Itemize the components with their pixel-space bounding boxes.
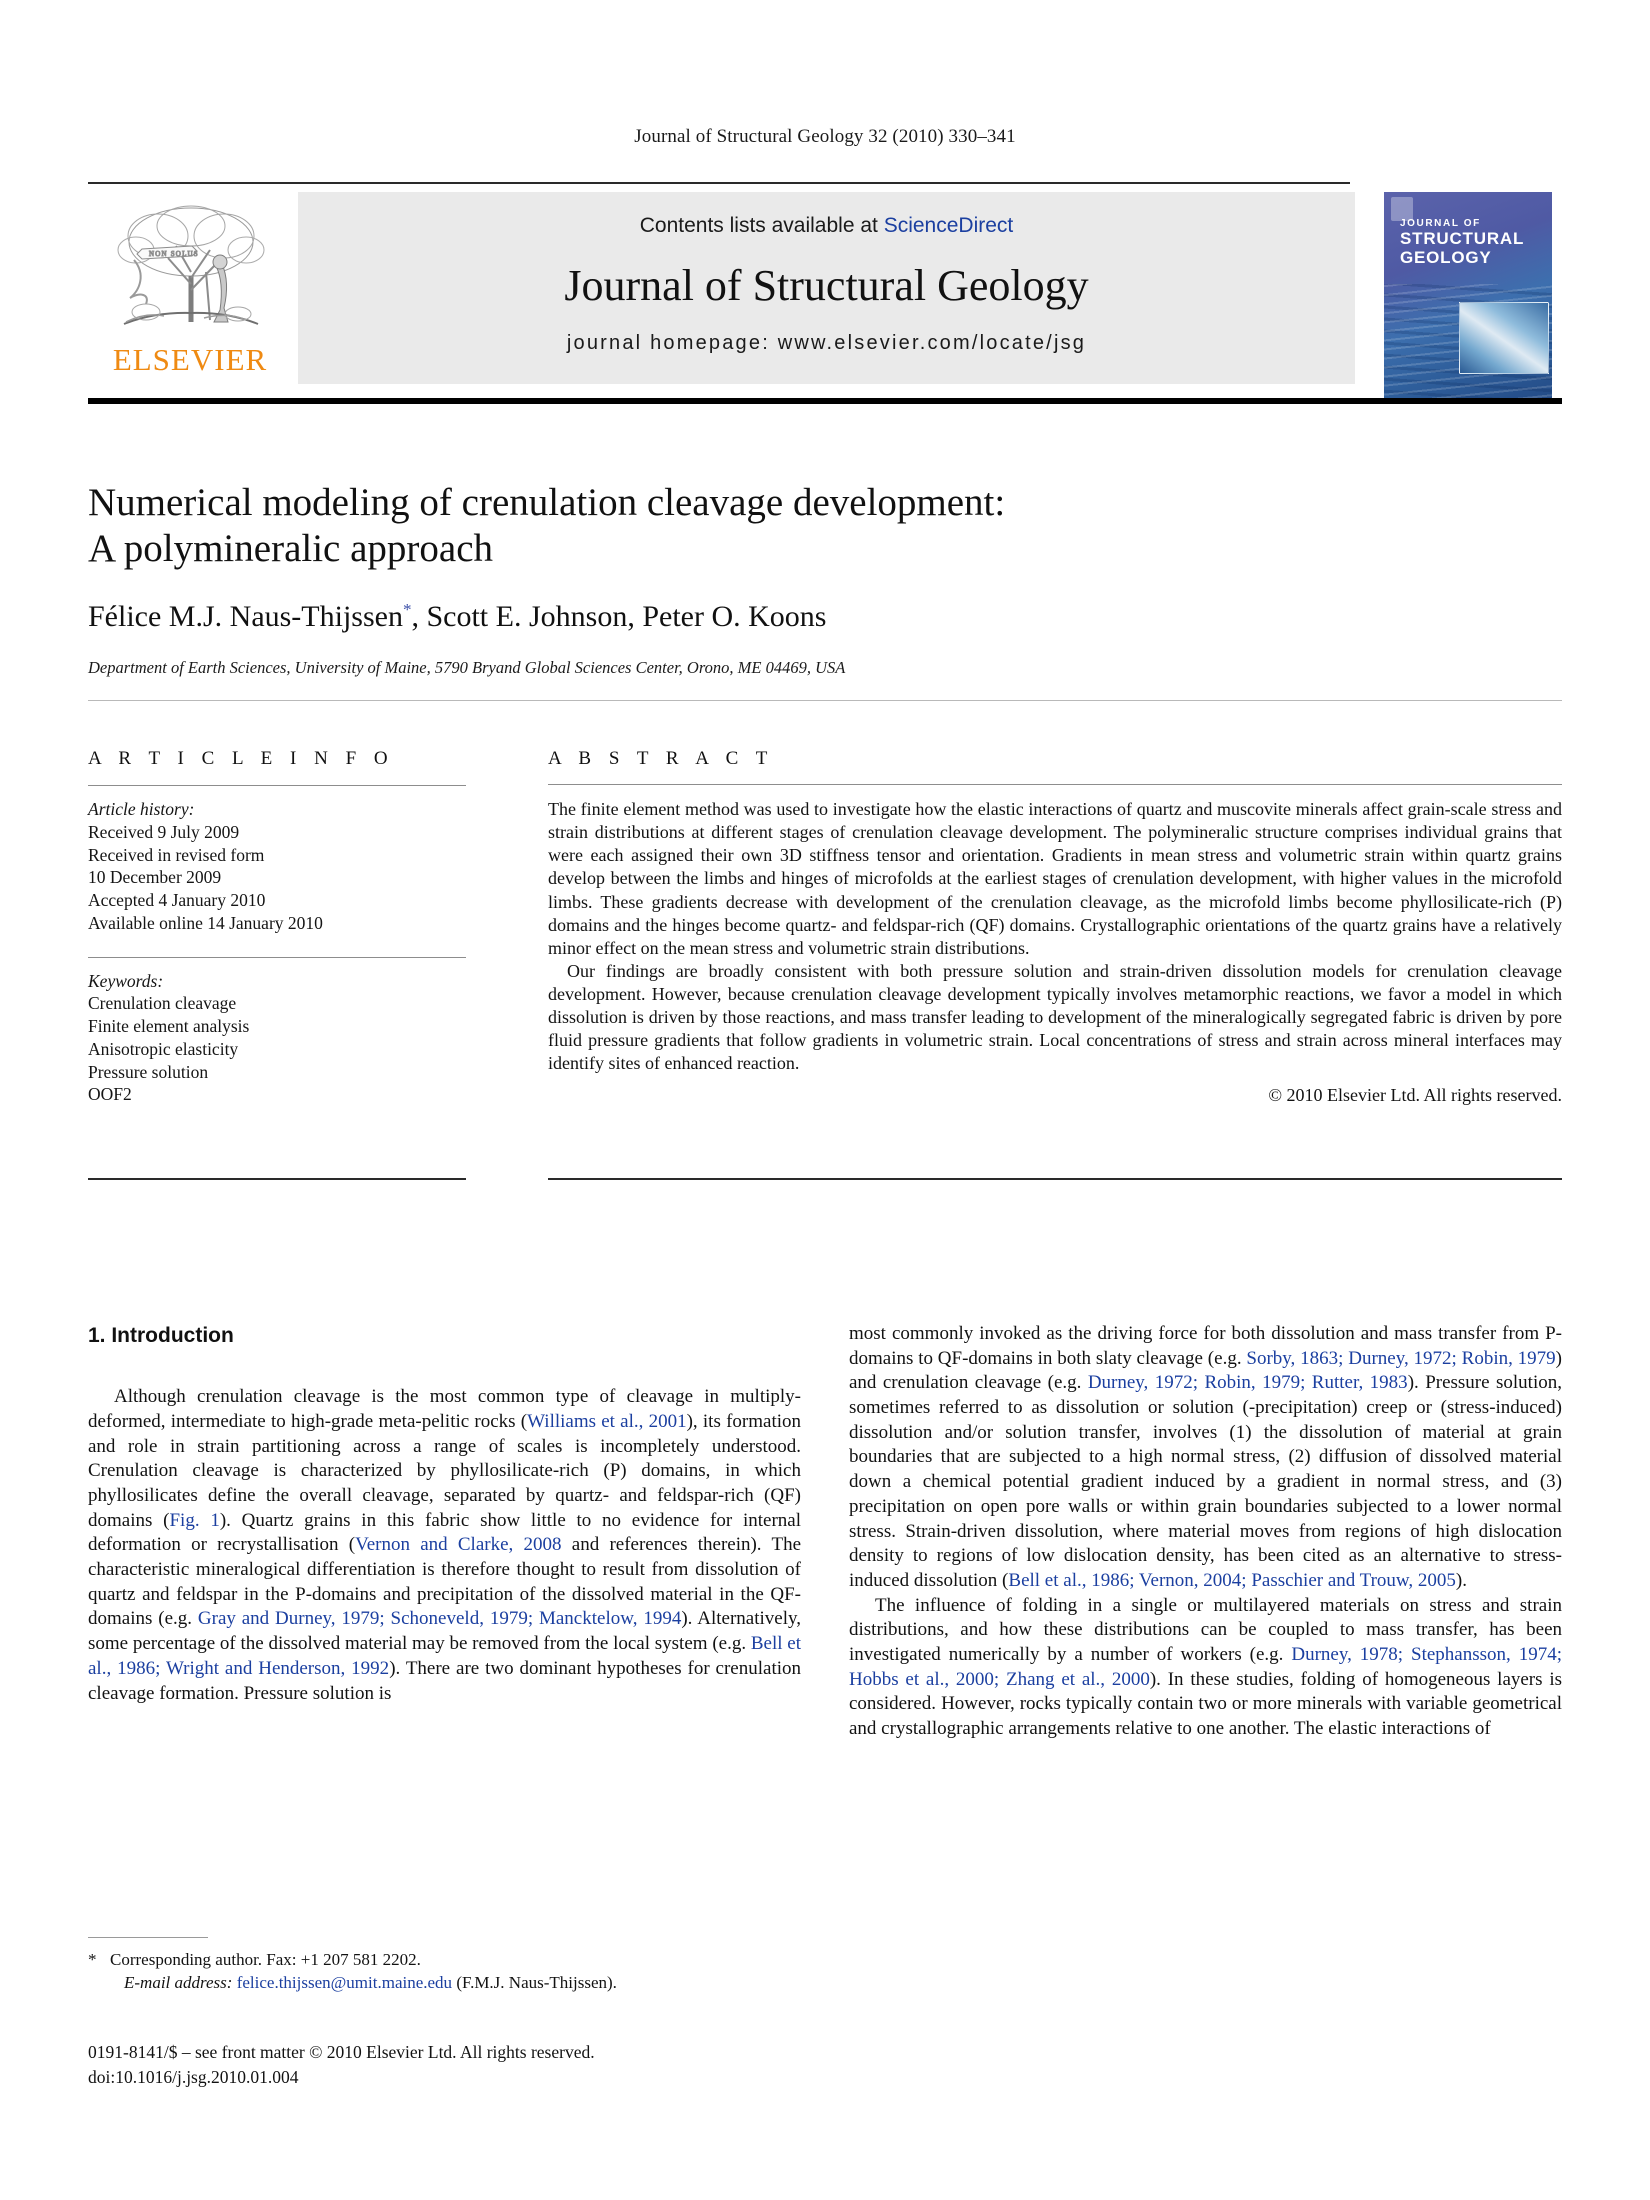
keywords-block: [88, 970, 466, 1107]
intro-right-text-b: ) and crenulation cleavage (e.g.: [849, 1347, 1562, 1394]
keyword-item: Finite element analysis: [88, 1016, 250, 1036]
intro-right-text-c: ). Pressure solution, sometimes referred to as dissolution or solution (-precipitation) creep or (stress-induced) dissolution and/or solution transfer, involves (1) the dissolution of material at grain boundaries that are subjected to a high normal stress, (2) diffusion of dissolved material down a chemical potential gradient induced by a gradient in normal stress, and (3) precipitation on open pore walls or within grain boundaries subjected to a lower normal stress. Strain-driven dissolution, where material moves from regions of high dislocation density to regions of low dislocation density, has been cited as an alternative to stress-induced dissolution (: [849, 1372, 1562, 1591]
citation-sorby-durney-robin[interactable]: Sorby, 1863; Durney, 1972; Robin, 1979: [1246, 1347, 1556, 1369]
intro-text-b: ), its formation and role in strain partitioning across a range of scales is incompletely understood. Crenulation cleavage is characterized by phyllosilicate-rich (P) domains, in which phyllosilicates define the overall cleavage, separated by quartz- and feldspar-rich (QF) domains (: [88, 1410, 802, 1531]
issn-front-matter: 0191-8141/$ – see front matter © 2010 Elsevier Ltd. All rights reserved.: [88, 2042, 595, 2062]
keywords-label: Keywords:: [88, 970, 164, 991]
svg-text:NON SOLUS: NON SOLUS: [149, 250, 199, 258]
body-column-left: [88, 1322, 801, 1706]
email-note: [124, 1971, 818, 1994]
section-heading-introduction: 1. Introduction: [88, 1324, 234, 1347]
citation-williams-2001[interactable]: Williams et al., 2001: [527, 1410, 687, 1432]
keyword-item: Crenulation cleavage: [88, 993, 237, 1014]
article-info-bottom-rule: [88, 1178, 466, 1180]
footnote-star-marker: *: [88, 1950, 97, 1969]
article-info-column: [88, 748, 466, 1106]
author-names-before-marker: Félice M.J. Naus-Thijssen: [88, 600, 403, 633]
citation-bell-vernon-passchier-trouw[interactable]: Bell et al., 1986; Vernon, 2004; Passchier and Trouw, 2005: [1008, 1569, 1456, 1591]
sciencedirect-link[interactable]: ScienceDirect: [883, 214, 1014, 237]
article-info-heading-rule: [88, 785, 466, 786]
intro-right-p2-a: The influence of folding in a single or multilayered materials on stress and strain distributions, and how these distributions can be coupled to mass transfer, has been investigated numerically by a number of workers (e.g.: [849, 1594, 1562, 1665]
author-names-after-marker: , Scott E. Johnson, Peter O. Koons: [411, 600, 827, 633]
citation-fig-1[interactable]: Fig. 1: [169, 1509, 220, 1531]
cover-inset-photo: [1459, 302, 1549, 374]
intro-right-text-d: ).: [1455, 1569, 1467, 1591]
intro-paragraph-right-cont: [849, 1322, 1562, 1594]
intro-text-d: and references therein). The characteristic mineralogical differentiation is therefore thought to result from dissolution of quartz and feldspar in the P-domains and precipitation of the dissolved material in the QF-domains (e.g.: [88, 1534, 801, 1630]
journal-cover-thumbnail[interactable]: [1384, 192, 1552, 400]
masthead-grey-box: [298, 192, 1355, 384]
history-item: Accepted 4 January 2010: [88, 890, 266, 910]
article-info-heading: A R T I C L E I N F O: [88, 748, 395, 769]
intro-paragraph-left: [88, 1385, 801, 1706]
journal-homepage-link[interactable]: journal homepage: www.elsevier.com/locate/jsg: [566, 332, 1087, 354]
doi[interactable]: doi:10.1016/j.jsg.2010.01.004: [88, 2066, 299, 2087]
cover-line-3: GEOLOGY: [1400, 248, 1492, 268]
front-matter-block: [88, 2040, 888, 2090]
title-line-1: Numerical modeling of crenulation cleavage development:: [88, 481, 1006, 524]
cover-line-1: JOURNAL OF: [1400, 218, 1481, 229]
abstract-copyright: © 2010 Elsevier Ltd. All rights reserved.: [1268, 1084, 1562, 1105]
elsevier-logo: [88, 192, 293, 388]
abstract-paragraph: The finite element method was used to investigate how the elastic interactions of quartz and muscovite minerals affect grain-scale stress and strain distributions at different stages of crenulation cleavage development. The polymineralic structure comprises individual grains that were each assigned their own 3D stiffness tensor and orientation. Gradients in mean stress and volumetric strain within quartz grains develop between the limbs and hinges of microfolds at the earliest stages of crenulation development, with higher values in the microfold limbs. These gradients decrease with development of the crenulation cleavage, as the microfold limbs become phyllosilicate-rich (P) domains and the hinges become quartz- and feldspar-rich (QF) domains. Crystallographic orientations of the quartz grains have a relatively minor effect on the mean stress and volumetric strain distributions.: [548, 799, 1562, 958]
keyword-item: Anisotropic elasticity: [88, 1038, 239, 1059]
page-title: [88, 480, 1338, 572]
affiliation-rule: [88, 700, 1562, 701]
intro-right-text-a: most commonly invoked as the driving force for both dissolution and mass transfer from P-domains to QF-domains in both slaty cleavage (e.g.: [849, 1323, 1562, 1369]
email-owner: (F.M.J. Naus-Thijssen).: [456, 1973, 617, 1993]
masthead-top-rule: [88, 182, 1350, 184]
abstract-heading-rule: [548, 784, 1562, 785]
elsevier-wordmark: ELSEVIER: [112, 342, 268, 377]
affiliation: Department of Earth Sciences, University of Maine, 5790 Bryand Global Sciences Center, Orono, ME 04469, USA: [88, 658, 846, 677]
title-line-2: A polymineralic approach: [88, 527, 494, 571]
cover-title-text: [1400, 218, 1524, 267]
cover-line-2: STRUCTURAL: [1400, 229, 1525, 249]
abstract-bottom-rule: [548, 1178, 1562, 1180]
history-item: 10 December 2009: [88, 867, 222, 888]
footnote-rule: [88, 1937, 208, 1938]
intro-text-a: Although crenulation cleavage is the most common type of cleavage in multiply-deformed, intermediate to high-grade meta-pelitic rocks (: [88, 1386, 801, 1432]
masthead-bottom-rule: [88, 398, 1562, 404]
corresponding-author-note: Corresponding author. Fax: +1 207 581 2202.: [110, 1950, 421, 1969]
abstract-heading: A B S T R A C T: [548, 748, 774, 769]
intro-paragraph-right-2: [849, 1594, 1562, 1742]
email-label: E-mail address:: [124, 1973, 233, 1993]
abstract-column: [548, 748, 1562, 1106]
intro-text-c: ). Quartz grains in this fabric show little to no evidence for internal deformation or recrystallisation (: [88, 1509, 801, 1556]
citation-durney-stephansson-hobbs-zhang[interactable]: Durney, 1978; Stephansson, 1974; Hobbs et al., 2000; Zhang et al., 2000: [849, 1643, 1562, 1690]
intro-right-p2-b: ). In these studies, folding of homogeneous layers is considered. However, rocks typically contain two or more minerals with variable geometrical and crystallographic arrangements relative to one another. The elastic interactions of: [849, 1668, 1562, 1739]
email-link[interactable]: felice.thijssen@umit.maine.edu: [236, 1973, 453, 1993]
keyword-item: Pressure solution: [88, 1061, 209, 1082]
contents-list-line: [298, 214, 1355, 238]
body-column-right: [849, 1322, 1562, 1742]
journal-title: Journal of Structural Geology: [564, 261, 1089, 310]
history-item: Available online 14 January 2010: [88, 912, 323, 933]
abstract-paragraph: Our findings are broadly consistent with both pressure solution and strain-driven dissolution models for crenulation cleavage development. However, because crenulation cleavage development typically involves metamorphic reactions, we favor a model in which dissolution is driven by those reactions, and mass transfer leading to development of the mineralogically segregated fabric is driven by pore fluid pressure gradients that follow gradients in volumetric strain. Local concentrations of stress and strain across mineral interfaces may identify sites of enhanced reaction.: [548, 960, 1562, 1074]
footnote-block: [88, 1948, 818, 1995]
abstract-body: [548, 798, 1562, 1076]
article-history-block: [88, 798, 466, 935]
contents-prefix: Contents lists available at: [639, 214, 884, 237]
keywords-separator-rule: [88, 957, 466, 958]
citation-durney-robin-rutter[interactable]: Durney, 1972; Robin, 1979; Rutter, 1983: [1087, 1372, 1408, 1394]
keyword-item: OOF2: [88, 1084, 132, 1105]
running-head: Journal of Structural Geology 32 (2010) 330–341: [634, 126, 1016, 147]
history-item: Received in revised form: [88, 844, 265, 865]
citation-gray-durney-schoneveld-mancktelow[interactable]: Gray and Durney, 1979; Schoneveld, 1979; Mancktelow, 1994: [197, 1608, 682, 1630]
elsevier-tree-icon: [106, 194, 276, 342]
citation-vernon-clarke-2008[interactable]: Vernon and Clarke, 2008: [355, 1534, 562, 1556]
corresponding-author-marker[interactable]: *: [402, 600, 412, 619]
author-list: [88, 600, 1338, 634]
intro-text-e: ). Alternatively, some percentage of the dissolved material may be removed from the local system (e.g.: [88, 1608, 801, 1655]
journal-masthead: [88, 192, 1562, 388]
article-history-label: Article history:: [88, 799, 195, 819]
history-item: Received 9 July 2009: [88, 821, 240, 842]
citation-bell-wright-henderson[interactable]: Bell et al., 1986; Wright and Henderson, 1992: [88, 1633, 801, 1679]
intro-text-f: ). There are two dominant hypotheses for crenulation cleavage formation. Pressure solution is: [88, 1657, 802, 1704]
